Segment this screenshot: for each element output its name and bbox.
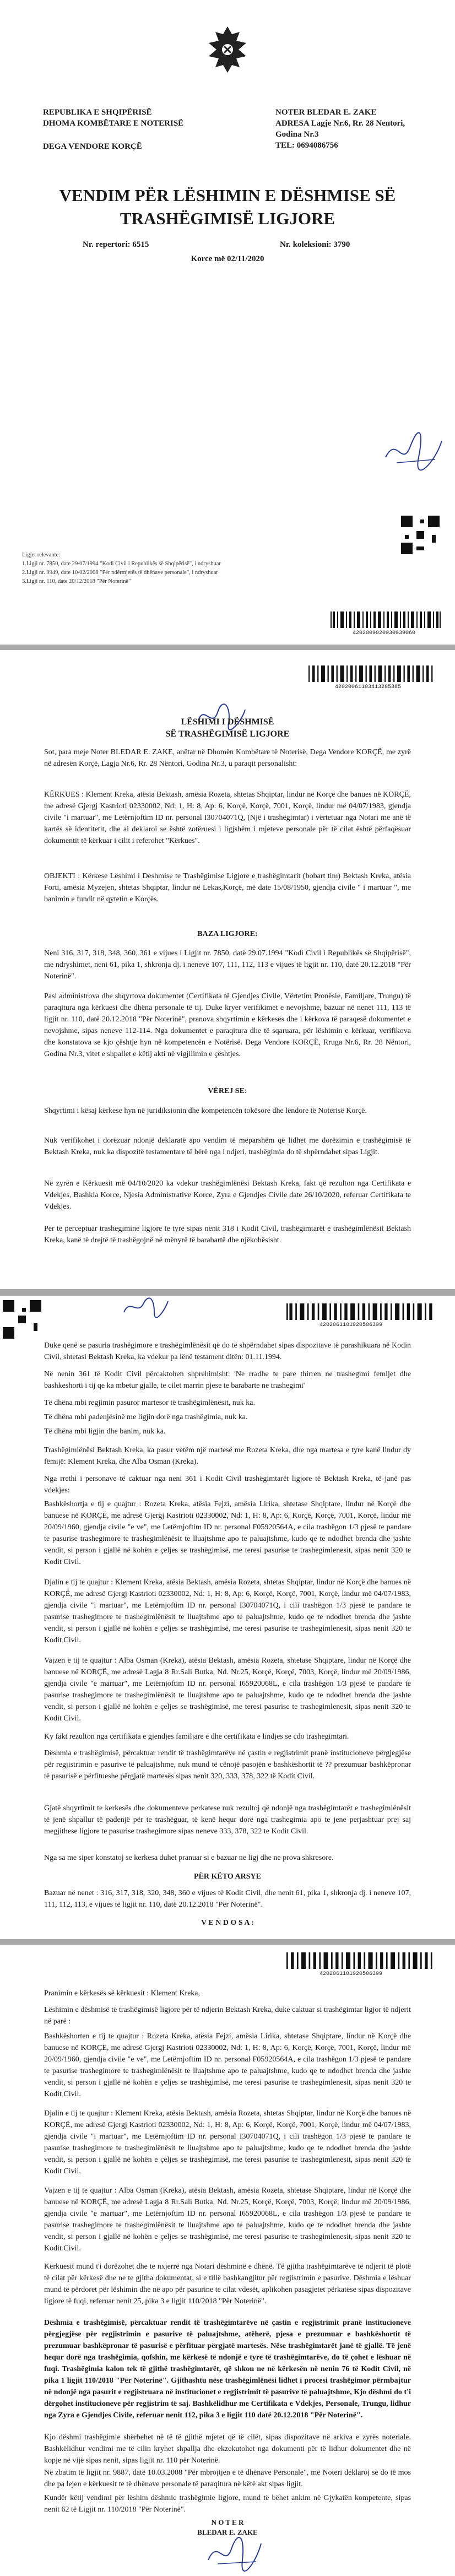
header-republic: REPUBLIKA E SHQIPËRISË [43, 108, 152, 117]
marriage-paragraph: Trashëgimlënësi Bektash Kreka, ka pasur vetëm një martesë me Rozeta Kreka, dhe nga martesa e tyre kanë lindur dy fëmijë: Klement Kreka, dhe Alba Osman (Kreka). [44, 1446, 411, 1466]
testament-paragraph: Nuk verifikohet i dorëzuar ndonjë deklaratë apo vendim të mëparshëm që lidhet me dorëzimin e trashëgimisë të Bektash Kreka, nuk ka dispozitë testamentare të bërë nga i ndjeri, trashëgimia do të shpërndahet sipas Ligjit. [44, 1137, 411, 1156]
barcode-number: 4202061101920506399 [319, 1322, 383, 1328]
notary-name: NOTER BLEDAR E. ZAKE [275, 108, 377, 117]
heirs-intro-paragraph: Nga rrethi i personave të caktuar nga neni 361 i Kodit Civil trashëgimtarët ligjore të Bektash Kreka, të janë pas vdekjes: [44, 1475, 411, 1495]
barcode-number: 4202009020930939060 [353, 630, 416, 636]
certificate-effect-paragraph: Dëshmia e trashëgimisë, përcaktuar rendit të trashëgimtarëve në çastin e regjistrimit pranë institucioneve përgjegjëse për regjistrimin e pasurive të paluajtshme, nuk mund të cënojë pasojën e bashkëshortit të ?? prezumuar bashkëpronar të pasurisë e përfitueshe përgjatë martesës sipas nenit 320, 333, 378, 322 të Kodit Civil. [44, 1749, 411, 1781]
header-branch: DEGA VENDORE KORÇË [43, 142, 142, 151]
registration-paragraph: Dëshmia e trashëgimisë, përcaktuar rendit të trashëgimtarëve në çastin e regjistrimit pranë institucioneve përgjegjëse për regjistrimin e pasurive të paluajtshme, atëherë, pjesa e prezumuar e bashkëshortit të prezumuar bashkëpronar të pasurisë e përfituar përgjatë martesës. Nëse trashëgimtarët janë të gjallë. Të jenë hequr dorë nga trashëgimia, qofshin, me kërkesë të ndonjë e tyre të trashëgimtarëve, do të çohet e lëshuar në fuqi. Trashëgimia kalon tek të gjithë trashëgimtarët, që shkon ne në kërkesën në nenin 76 të Kodit Civil, në pika 1 ligjit 110/2018 "Për Noterinë". Gjithashtu nëse trashëgimlënësi lidhet i procesi trashëgimor përmbajtur në ndonjë nga pasurit e regjistruara në institucionet e regjistrimit të pasurive të paluajtshme, Kjo dëshmi do t'i dërgohet institucioneve për regjistrim të saj. Bashkëlidhur me Certifikata e Vdekjes, Personale, Trungu, lidhur nga Zyra e Gjendjes Civile, referuar nenit 112, pika 3 e ligjit 110 datë 20.12.2018 "Për Noterinë". [44, 2319, 411, 2420]
albania-crest-logo [200, 22, 255, 77]
qr-code-icon [401, 516, 440, 554]
header-notary [275, 107, 405, 151]
barcode-icon [286, 1952, 435, 1969]
review-paragraph: Gjatë shqyrtimit te kerkesës dhe dokumenteve perkatese nuk rezultoj që ndonjë nga trashëgimtarët e trashegimlënësit të jenë shpallur të padenjë për te trashëguar, të kenë hequr dorë nga trashegimia apo te jene perjashtuar prej saj megjithese ligjore te pasurise trashegimore sipas neneve 333, 378, 322 te Kodit Civil. [44, 1804, 411, 1836]
notary-signature [380, 424, 446, 474]
appeal-paragraph: Kundër këtij vendimi për lëshim dëshmie trashëgimie ligjore, mund të bëhet ankim në Gjykatën kompetente, sipas nenit 62 të Ligjit nr. 110/2018 "Për Noterinë". [44, 2494, 411, 2514]
document-date: Korce më 02/11/2020 [191, 255, 264, 263]
conclusion-line: Nga sa me siper konstatoj se kerkesa duhet pranuar si e bazuar ne ligj dhe ne prova shkresore. [44, 1854, 334, 1862]
document-page-2 [0, 650, 455, 1289]
document-page-3 [0, 1296, 455, 1939]
qr-code-icon [3, 1300, 41, 1339]
data-protection-paragraph: Në zbatim të ligjit nr. 9887, datë 10.03.2008 "Për mbrojtjen e të dhënave Personale", më Noteri deklaroj se do të mos dhe pa lejen e kërkuesit te të dhënave personale të paraqitura në këtë akt sipas ligjit. [44, 2469, 411, 2488]
notary-signature [204, 2530, 264, 2574]
death-paragraph: Në zyrën e Kërkuesit më 04/10/2020 ka vdekur trashëgimlënësi Bektash Kreka, fakt që rezulton nga Certifikata e Vdekjes, Bashkia Korce, Njesia Administrative Korce, Zyra e Gjendjes Civile date 26/10/2020, referuar Certifikata te Vdekjes. [44, 1179, 411, 1211]
delivery-paragraph: Kërkuesit mund t'i dorëzohet dhe te nxjerrë nga Notari dëshminë e dhënë. Të gjitha trashëgimtarëve të ndjerit të plotë të cilat për kërkesë dhe ne te gjitha dokumentat, si e tillë bashkangjitur për regjistrimin e pasurive. Dëshmia e lëshuar mund të përdoret për lëshimin dhe në apo për pasurine te cilat vdesët, aplikohen pasagjetet përkatëse sipas dispozitave ligjore të fuqi, referuar nenit 25, pika 3 e ligjit 110/2018 "Për Noterinë". [44, 2263, 411, 2306]
requester-paragraph: KËRKUES : Klement Kreka, atësia Bektash, amësia Rozeta, shtetas Shqiptar, lindur në Korçë dhe banues në KORÇË, me adresë Gjergj Kastrioti 02330002, Nd: 1, H: 8, Ap: 6, Korçë, Korçë, 7001, Korçë, lindur më 04/07/1983, gjendja civile "i martuar", me Letërnjoftim ID nr. personal I30704071Q, (Një i trashëgimtar) i vërtetuar nga Notari me anë të kartës së identitetit, dhe ai deklaroi se është zotëruesi i ligjshëm i mjeteve personale për të cilat është përfaqësuar dokumentit të kërkuar i cilit i referohet "Kërkues". [44, 791, 411, 845]
decided-heir-spouse: Bashkëshorten e tij te quajtur : Rozeta Kreka, atësia Fejzi, amësia Lirika, shtetase Shqiptare, lindur në Korçë dhe banuese në KORÇË, me adresë Gjergj Kastrioti 02330002, Nd: 1, H: 8, Ap: 6, Korçë, Korçë, 7001, Korçë, lindur më 20/09/1960, gjendja civile "e ve", me Letërnjoftim ID nr. personal F05920564A, e cila trashëgon 1/3 pjesë te pandare te pasurise trashegimore te trashegimlënësit te lluajtshme apo te paluajtshme, kudo qe te ndodhet brenda dhe jashte vendit, si person i gjallë në kohën e çeljes se trashëgimisë, me teresi pasurise te trashegimlenesit, sipas nenit 320 te Kodit Civil. [44, 2032, 411, 2098]
family-certificate-line: Ky fakt rezulton nga certifikata e gjendjes familjare e dhe certifikata e lindjes se cdo trashegimtari. [44, 1733, 349, 1741]
archive-paragraph: Kjo dëshmi trashëgimie shërbehet në të të gjithë mjetet që të cilët, sipas dispozitave në arkiva e zyrës noteriale. Bashkëlidhur vendimi me të cilin kryhet shpallja dhe ekzekutohet nga dokumenti për të lidhur dokumentet dhe në kopje në vijë sipas nenit, sipas ligjit nr. 110 për Noterinë. [44, 2433, 411, 2465]
estate-paragraph: Duke qenë se pasuria trashëgimore e trashëgimlënësit që do të shpërndahet sipas dispozitave të parashikuara në Kodin Civil, shtetasi Bektash Kreka, ka vdekur pa lënë testament ditën: 01.11.1994. [44, 1341, 411, 1361]
document-page-1 [0, 0, 455, 645]
initials-signature [121, 1296, 171, 1318]
header-chamber: DHOMA KOMBËTARE E NOTERISË [43, 119, 184, 128]
findings-heading: VËREJ SE: [208, 1087, 247, 1095]
jurisdiction-paragraph: Shqyrtimi i kësaj kërkese hyn në juridiksionin dhe kompetencën tokësore dhe lëndore të Noterisë Korçë. [44, 1107, 367, 1115]
unworthiness-line: Të dhëna mbi padenjësinë me ligjin dorë nga trashëgimia, nuk ka. [44, 1413, 248, 1421]
legal-basis-paragraph: Neni 316, 317, 318, 348, 360, 361 e vijues i Ligjit nr. 7850, datë 29.07.1994 "Kodi Civil i Republikës së Shqipërisë", me ndryshimet, neni 61, pika 1, shkronja dj. i neneve 107, 111, 112, 113 e vijues të ligjit nr. 110, datë 20.12.2018 "Për Noterinë". [44, 949, 411, 981]
heir-son-paragraph: Djalin e tij te quajtur : Klement Kreka, atësia Bektash, amësia Rozeta, shtetas Shqiptar, lindur në Korçë dhe banues në KORÇË, me adresë Gjergj Kastrioti 02330002, Nd: 1, H: 8, Ap: 6, Korçë, Korçë, 7001, Korçë, lindur më 04/07/1983, gjendja civile "i martuar", me Letërnjoftim ID nr. personal I30704071Q, i cili trashëgon 1/3 pjesë te pandare te pasurise trashegimore te trashegimlënësit te lluajtshme apo te paluajtshme, kudo qe te ndodhet brenda dhe jashte vendit, si person i gjallë në kohën e çeljes se trashëgimisë, me teresi pasurise te trashegimlenesit, sipas nenit 320 te Kodit Civil. [44, 1578, 411, 1644]
procedure-paragraph: Pasi administrova dhe shqyrtova dokumentet (Certifikata të Gjendjes Civile, Vërtetim Pronësie, Familjare, Trungu) të paraqitura nga kërkuesi dhe dhëna personale të tij. Duke kryer verifikimet e nevojshme, bazuar në nenet 111, 113 të ligjit nr. 110, datë 20.12.2018 "Për Noterinë", pranova shqyrtimin e kërkesës dhe i kërkova të paraqesë dokumentet e nevojshme, sipas neneve 112-114. Nga dokumentet e paraqitura dhe të sqaruara, për lëshimin e kërkuar, verifikova dhe konstatova se kjo çështje hyn në kompetencën e Notërisë. Dega Vendore KORÇË, Rruga Nr.6, Rr. 28 Nëntori, Godina Nr.3, vitet e shpallet e këtij akti në vigjilimin e çështjes. [44, 992, 411, 1058]
decided-heir-daughter: Vajzen e tij te quajtur : Alba Osman (Kreka), atësia Bektash, amësia Rozeta, shtetase Shqiptare, lindur në Korçë dhe banuese në KORÇË, me adresë Lagja 8 Rr.Sali Butka, Nd. Nr.25, Korçë, Korçë, 7003, Korçë, lindur më 20/09/1986, gjendja civile "e martuar", me Letërnjoftim ID nr. personal I65920068L, e cila trashëgon 1/3 pjesë te pandare te pasurise trashegimore te trashegimlënësit te lluajtshme apo te paluajtshme, kudo qe te ndodhet brenda dhe jashte vendit, si person i gjallë në kohën e çeljes se trashëgimisë, me teresi pasurise te trashegimlenesit, sipas nenit 320 te Kodit Civil. [44, 2187, 411, 2253]
decided-heir-son: Djalin e tij te quajtur : Klement Kreka, atësia Bektash, amësia Rozeta, shtetas Shqiptar, lindur në Korçë dhe banues në KORÇË, me adresë Gjergj Kastrioti 02330002, Nd: 1, H: 8, Ap: 6, Korçë, Korçë, 7001, Korçë, lindur më 04/07/1983, gjendja civile "i martuar", me Letërnjoftim ID nr. personal I30704071Q, i cili trashëgon 1/3 pjesë te pandare te pasurise trashegimore te trashegimlënësit te lluajtshme apo te paluajtshme, kudo qe te ndodhet brenda dhe jashte vendit, si person i gjallë në kohën e çeljes se trashëgimisë, me teresi pasurise te trashegimlenesit, sipas nenit 320 te Kodit Civil. [44, 2109, 411, 2175]
barcode-icon [308, 665, 435, 682]
barcode-number: 4202061101920506399 [319, 1971, 383, 1977]
notary-phone: TEL: 0694086756 [275, 141, 338, 150]
heir-daughter-paragraph: Vajzen e tij te quajtur : Alba Osman (Kreka), atësia Bektash, amësia Rozeta, shtetase Shqiptare, lindur në Korçë dhe banuese në KORÇË, me adresë Lagja 8 Rr.Sali Butka, Nd. Nr.25, Korçë, Korçë, 7003, Korçë, lindur më 20/09/1986, gjendja civile "e martuar", me Letërnjoftim ID nr. personal I65920068L, e cila trashëgon 1/3 pjesë te pandare te pasurise trashegimore te trashegimlënësit te lluajtshme apo te paluajtshme, kudo qe te ndodhet brenda dhe jashte vendit, si person i gjallë në kohën e çeljes se trashëgimisë, me teresi pasurise te trashegimlenesit, sipas nenit 320 te Kodit Civil. [44, 1657, 411, 1723]
legal-basis-heading: BAZA LIGJORE: [197, 930, 258, 938]
collection-number: Nr. koleksioni: 3790 [280, 240, 350, 249]
based-on-paragraph: Bazuar në nenet : 316, 317, 318, 320, 348, 360 e vijues të Kodit Civil, dhe nenit 61, pika 1, shkronja dj. i neneve 107, 111, 112, 113, e vijues të ligjit nr. 110, datë 20.12.2018 "Për Noterinë". [44, 1889, 411, 1909]
reasons-heading: PËR KËTO ARSYE [194, 1873, 261, 1881]
document-title: VENDIM PËR LËSHIMIN E DËSHMISE SË TRASHËGIMISË LIGJORE [59, 186, 396, 228]
notary-address: ADRESA Lagje Nr.6, Rr. 28 Nentori, [275, 119, 405, 128]
legal-references: Ligjet relevante: 1.Ligji nr. 7850, date 29/07/1994 "Kodi Civil i Republikës së Shqipërisë", i ndryshuar 2.Ligji nr. 9949, date 10/02/2008 "Për ndërmjetës të dhënave personale", i ndryshuar 3.Ligji nr. 110, date 20/12/2018 "Për Noterinë" [22, 552, 221, 585]
issuance-paragraph: Lëshimin e dëshmisë të trashëgimisë ligjore për të ndjerin Bektash Kreka, duke caktuar si trashëgimtar ligjor të ndjerit në parë : [44, 2006, 411, 2026]
acceptance-line: Pranimin e kërkesës së kërkuesit : Klement Kreka, [44, 1989, 201, 1998]
document-page-4 [0, 1945, 455, 2576]
object-paragraph: OBJEKTI : Kërkese Lëshimi i Deshmise te Trashëgimise Ligjore e trashëgimtarit (bobart tim) Bektash Kreka, atësia Forti, amësia Myzejen, shtetas Shqiptar, lindur në Lekas,Korçë, më date 15/08/1950, gjendja civile " i martuar ", me banimin e fundit në qytetin e Korçës. [44, 872, 411, 903]
barcode-icon [331, 611, 441, 628]
marital-regime-line: Të dhëna mbi regjimin pasuror martesor të trashëgimlënësit, nuk ka. [44, 1399, 255, 1407]
residence-line: Të dhëna mbi ligjin dhe banim, nuk ka. [44, 1427, 166, 1436]
repertory-number: Nr. repertori: 6515 [83, 240, 149, 249]
barcode-number: 42020061103413285385 [335, 684, 402, 690]
notary-building: Godina Nr.3 [275, 130, 319, 139]
article-361-paragraph: Në nenin 361 të Kodit Civil përcaktohen shprehimisht: 'Ne rradhe te pare thirren ne trashegimi femijet dhe bashkeshorti i tij qe ka mbetur gjalle, te cilet marrin pjese te barabarte ne trashegimi' [44, 1370, 411, 1390]
decision-heading: V E N D O S A : [201, 1919, 254, 1927]
civil-code-paragraph: Per te perceptuar trashegimine ligjore te tyre sipas nenit 318 i Kodit Civil, trashëgimtarët e trashëgimlënësit Bektash Kreka, kanë të drejtë të trashëgojnë në mënyrë të barabartë dhe njëkohësisht. [44, 1225, 411, 1244]
header-issuer [43, 107, 183, 152]
heir-spouse-paragraph: Bashkëshortja e tij e quajtur : Rozeta Kreka, atësia Fejzi, amësia Lirika, shtetase Shqiptare, lindur në Korçë dhe banuese në KORÇË, me adresë Gjergj Kastrioti 02330002, Nd: 1, H: 8, Ap: 6, Korçë, Korçë, 7001, Korçë, lindur më 20/09/1960, gjendja civile "e ve", me Letërnjoftim ID nr. personal F05920564A, e cila trashëgon 1/3 pjesë te pandare te pasurise trashegimore te trashegimlënësit te lluajtshme apo te paluajtshme, kudo qe te ndodhet brenda dhe jashte vendit, si person i gjallë në kohën e çeljes se trashëgimisë, me teresi pasurise te trashegimlenesit, sipas nenit 320 te Kodit Civil. [44, 1500, 411, 1566]
section-heading: LËSHIMI I DËSHMISË SË TRASHËGIMISË LIGJORE [165, 717, 290, 739]
notary-signoff: N O T E R BLEDAR E. ZAKE [197, 2518, 258, 2536]
barcode-icon [286, 1303, 435, 1320]
intro-paragraph: Sot, para meje Noter BLEDAR E. ZAKE, anëtar në Dhomën Kombëtare të Noterisë, Dega Vendore KORÇË, me zyrë në adresën Korçë, Lagja Nr.6, Rr. 28 Nëntori, Godina Nr.3, u paraqit personalisht: [44, 748, 411, 768]
